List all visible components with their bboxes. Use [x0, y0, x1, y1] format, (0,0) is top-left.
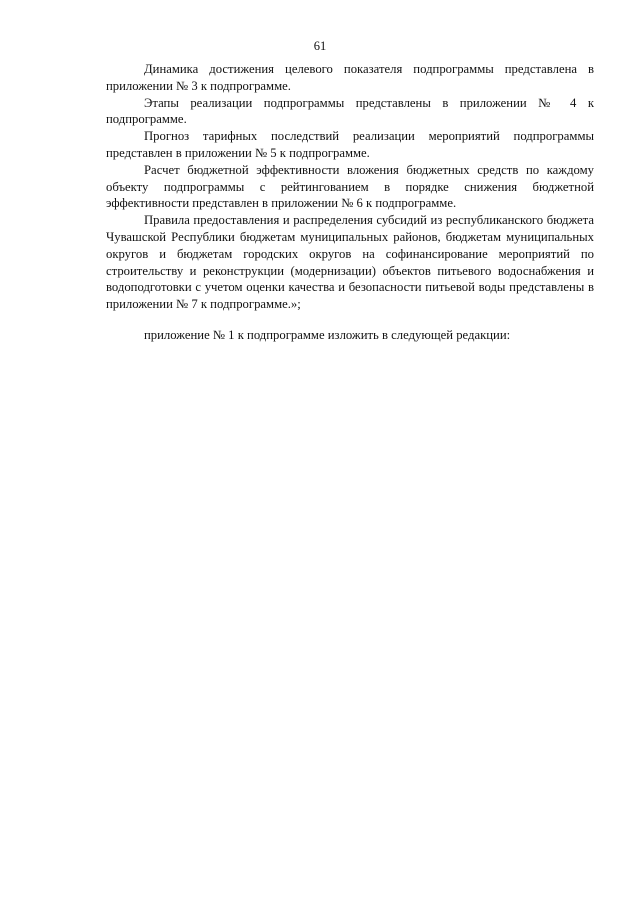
paragraph-tariff-forecast: Прогноз тарифных последствий реализации мероприятий подпрограммы представлен в приложении № 5 к подпрограмме.: [106, 129, 594, 160]
page-number: 61: [313, 39, 327, 53]
document-body: [106, 61, 594, 313]
paragraph-implementation-stages: Этапы реализации подпрограммы представлены в приложении № 4 к подпрограмме.: [106, 95, 594, 127]
paragraph-target-indicator: Динамика достижения целевого показателя подпрограммы представлена в приложении № 3 к подпрограмме.: [106, 62, 594, 93]
paragraph-budget-efficiency: Расчет бюджетной эффективности вложения бюджетных средств по каждому объекту подпрограммы с рейтингованием в порядке снижения бюджетной эффективности представлен в приложении № 6 к подпрограмме.: [106, 162, 594, 211]
closing-instruction: приложение № 1 к подпрограмме изложить в следующей редакции:: [144, 328, 511, 342]
paragraph-subsidy-rules: Правила предоставления и распределения субсидий из республиканского бюджета Чувашской Республики бюджетам муниципальных районов, бюджетам муниципальных округов и бюджетам городских округов на софинансирование мероприятий по строительству и реконструкции (модернизации) объектов питьевого водоснабжения и водоподготовки с учетом оценки качества и безопасности питьевой воды представлены в приложении № 7 к подпрограмме.»;: [106, 213, 594, 312]
